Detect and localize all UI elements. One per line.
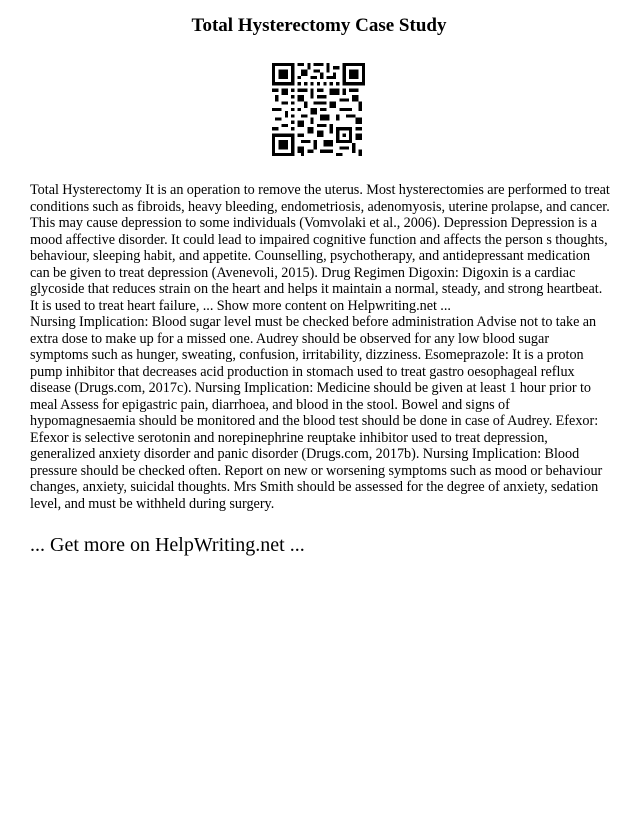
document-body <box>30 182 610 512</box>
qr-code-icon[interactable] <box>272 63 365 156</box>
body-paragraph-1: Total Hysterectomy It is an operation to remove the uterus. Most hysterectomies are performed to treat conditions such as fibroids, heavy bleeding, endometriosis, adenomyosis, uterine prolapse, and cancer. This may cause depression to some individuals (Vomvolaki et al., 2006). Depression Depression is a mood affective disorder. It could lead to impaired cognitive function and affects the person s thoughts, behaviour, sleeping habit, and appetite. Counselling, psychotherapy, and antidepressant medication can be given to treat depression (Avenevoli, 2015). Drug Regimen Digoxin: Digoxin is a cardiac glycoside that reduces strain on the heart and helps it maintain a normal, steady, and strong heartbeat. It is used to treat heart failure, ... Show more content on Helpwriting.net ... <box>30 182 610 314</box>
body-paragraph-2: Nursing Implication: Blood sugar level must be checked before administration Advise not to take an extra dose to make up for a missed one. Audrey should be observed for any low blood sugar symptoms such as hunger, sweating, confusion, irritability, dizziness. Esomeprazole: It is a proton pump inhibitor that decreases acid production in stomach used to treat gastro oesophageal reflux disease (Drugs.com, 2017c). Nursing Implication: Medicine should be given at least 1 hour prior to meal Assess for epigastric pain, diarrhoea, and blood in the stool. Bowel and signs of hypomagnesaemia should be monitored and the blood test should be done in case of Audrey. Efexor: Efexor is selective serotonin and norepinephrine reuptake inhibitor used to treat depression, generalized anxiety disorder and panic disorder (Drugs.com, 2017b). Nursing Implication: Blood pressure should be checked often. Report on new or worsening symptoms such as mood or behaviour changes, anxiety, suicidal thoughts. Mrs Smith should be assessed for the degree of anxiety, sedation level, and must be withheld during surgery. <box>30 314 603 512</box>
get-more-link[interactable]: ... Get more on HelpWriting.net ... <box>30 534 305 556</box>
document-title: Total Hysterectomy Case Study <box>191 15 447 36</box>
